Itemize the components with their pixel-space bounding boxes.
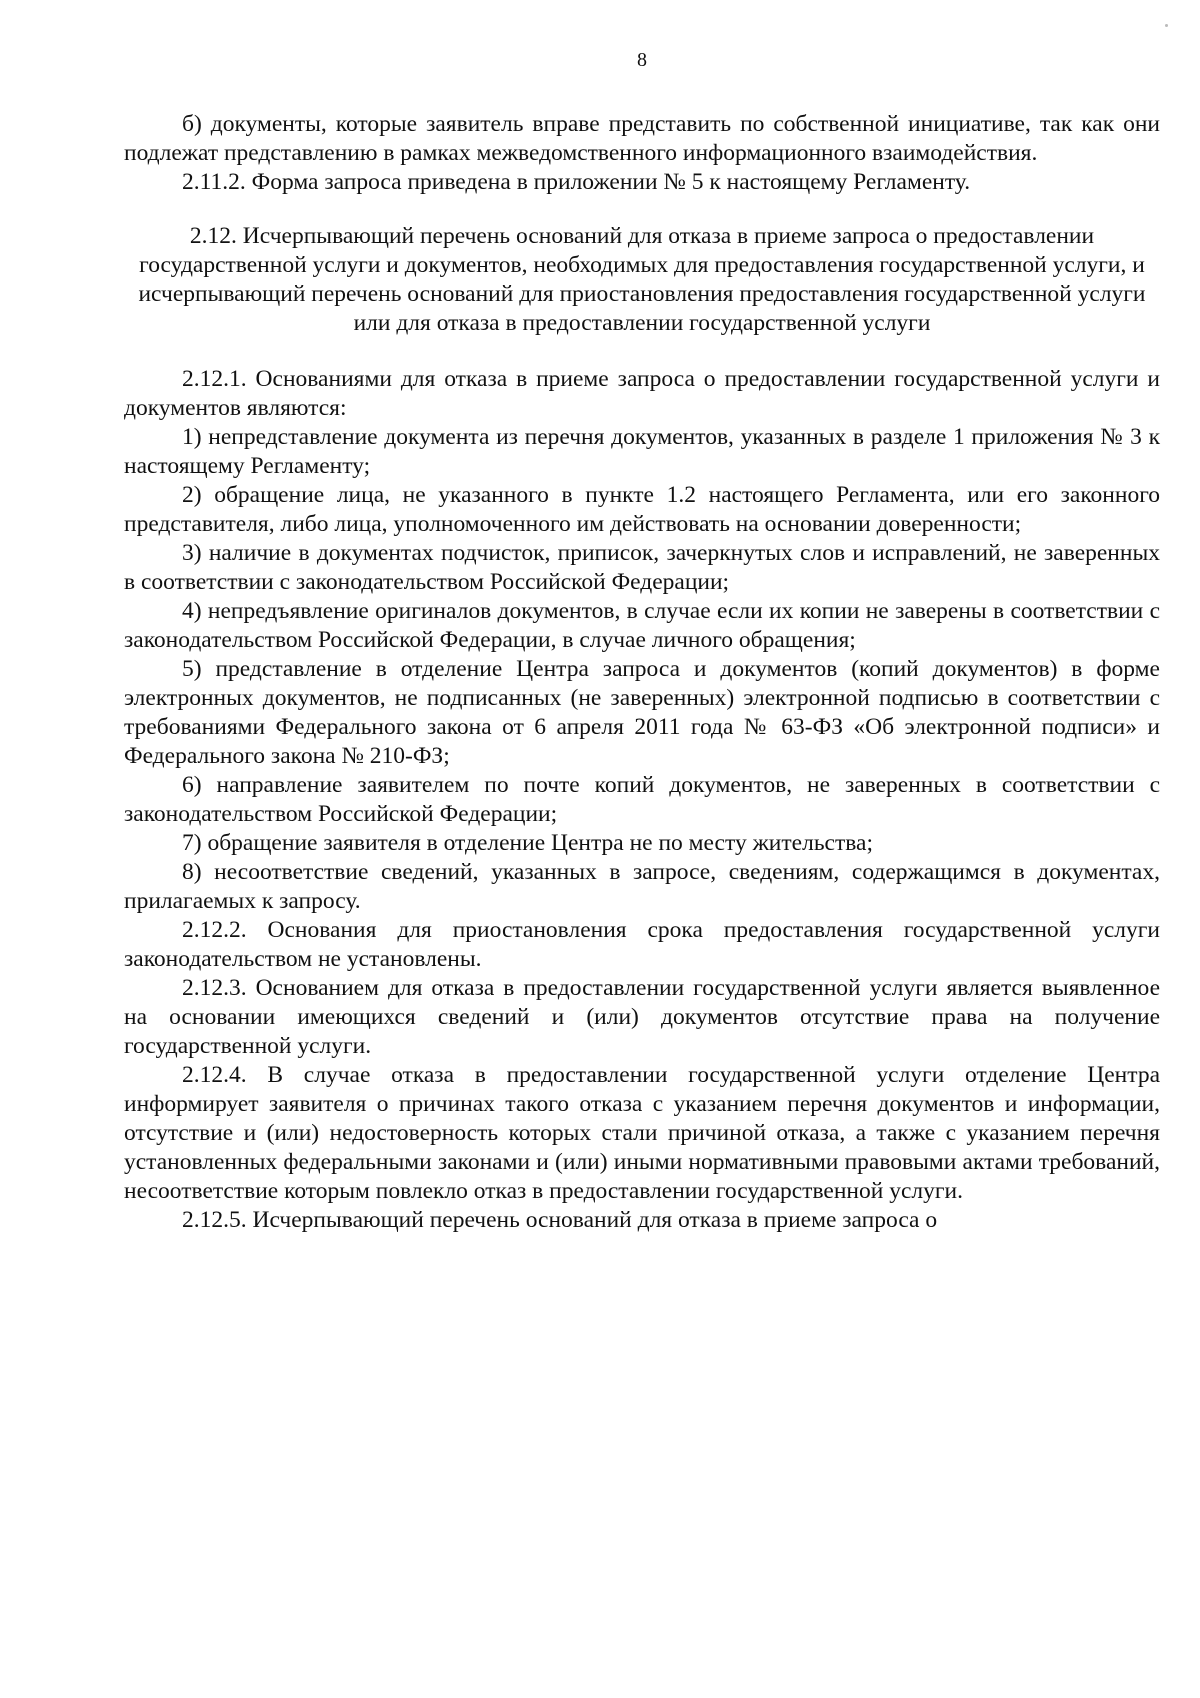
document-body — [124, 110, 1160, 1235]
page-number: 8 — [637, 49, 647, 71]
paragraph-2-11-2: 2.11.2. Форма запроса приведена в приложении № 5 к настоящему Регламенту. — [182, 169, 971, 195]
section-heading-2-12: 2.12. Исчерпывающий перечень оснований для отказа в приеме запроса о предоставлении государственной услуги и документов, необходимых для предоставления государственной услуги, и исчерпывающий перечень оснований для приостановления предоставления государственной услуги или для отказа в предоставлении государственной услуги — [138, 223, 1146, 336]
paragraph-2-12-3: 2.12.3. Основанием для отказа в предоставлении государственной услуги является выявленное на основании имеющихся сведений и (или) документов отсутствие права на получение государственной услуги. — [124, 975, 1160, 1059]
list-item-3: 3) наличие в документах подчисток, приписок, зачеркнутых слов и исправлений, не заверенных в соответствии с законодательством Российской Федерации; — [124, 540, 1160, 595]
paragraph-2-12-1: 2.12.1. Основаниями для отказа в приеме запроса о предоставлении государственной услуги и документов являются: — [124, 366, 1160, 421]
paragraph-documents-own-initiative: б) документы, которые заявитель вправе представить по собственной инициативе, так как они подлежат представлению в рамках межведомственного информационного взаимодействия. — [124, 111, 1160, 166]
list-item-4: 4) непредъявление оригиналов документов, в случае если их копии не заверены в соответствии с законодательством Российской Федерации, в случае личного обращения; — [124, 598, 1160, 653]
list-item-7: 7) обращение заявителя в отделение Центра не по месту жительства; — [182, 830, 873, 856]
list-item-8: 8) несоответствие сведений, указанных в запросе, сведениям, содержащимся в документах, прилагаемых к запросу. — [124, 859, 1160, 914]
scan-speck — [1165, 24, 1168, 27]
list-item-2: 2) обращение лица, не указанного в пункте 1.2 настоящего Регламента, или его законного представителя, либо лица, уполномоченного им действовать на основании доверенности; — [124, 482, 1160, 537]
paragraph-2-12-2: 2.12.2. Основания для приостановления срока предоставления государственной услуги законодательством не установлены. — [124, 917, 1160, 972]
list-item-5: 5) представление в отделение Центра запроса и документов (копий документов) в форме электронных документов, не подписанных (не заверенных) электронной подписью в соответствии с требованиями Федерального закона от 6 апреля 2011 года № 63-ФЗ «Об электронной подписи» и Федерального закона № 210-ФЗ; — [124, 656, 1160, 769]
paragraph-2-12-4: 2.12.4. В случае отказа в предоставлении государственной услуги отделение Центра информирует заявителя о причинах такого отказа с указанием перечня документов и информации, отсутствие и (или) недостоверность которых стали причиной отказа, а также с указанием перечня установленных федеральными законами и (или) иными нормативными правовыми актами требований, несоответствие которым повлекло отказ в предоставлении государственной услуги. — [124, 1062, 1160, 1204]
list-item-6: 6) направление заявителем по почте копий документов, не заверенных в соответствии с законодательством Российской Федерации; — [124, 772, 1160, 827]
paragraph-2-12-5: 2.12.5. Исчерпывающий перечень оснований для отказа в приеме запроса о — [182, 1207, 938, 1233]
list-item-1: 1) непредставление документа из перечня документов, указанных в разделе 1 приложения № 3 к настоящему Регламенту; — [124, 424, 1160, 479]
